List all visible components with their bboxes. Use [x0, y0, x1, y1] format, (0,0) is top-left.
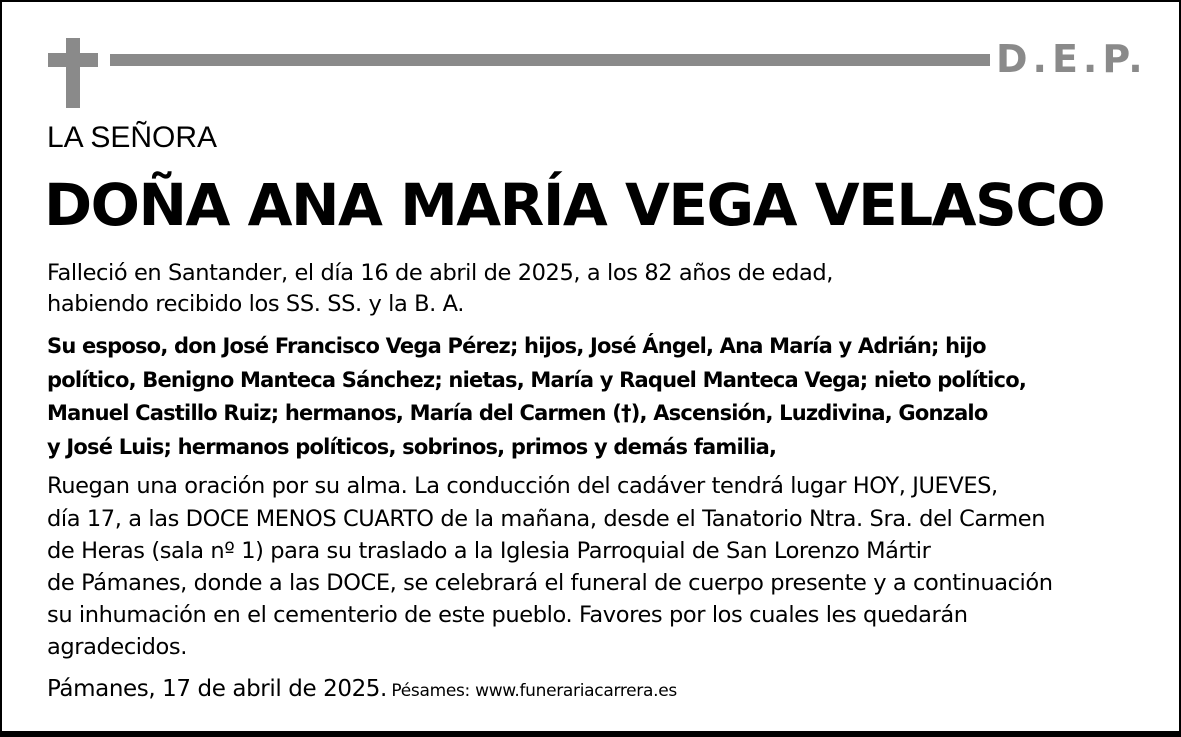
header-rule: [110, 54, 990, 66]
bottom-rule: [0, 731, 1181, 737]
family-line: y José Luis; hermanos políticos, sobrinos, primos y demás familia,: [47, 435, 777, 459]
ceremony-line: de Pámanes, donde a las DOCE, se celebrará el funeral de cuerpo presente y a continuación: [47, 570, 1053, 596]
closing: [47, 672, 677, 709]
ceremony-line: Ruegan una oración por su alma. La conducción del cadáver tendrá lugar HOY, JUEVES,: [47, 473, 998, 499]
family-line: político, Benigno Manteca Sánchez; nietas, María y Raquel Manteca Vega; nieto político,: [47, 368, 1026, 392]
ceremony-line: de Heras (sala nº 1) para su traslado a la Iglesia Parroquial de San Lorenzo Mártir: [47, 538, 931, 564]
honorific: LA SEÑORA: [47, 121, 218, 154]
death-notice-line: Falleció en Santander, el día 16 de abril de 2025, a los 82 años de edad,: [47, 260, 834, 286]
dep-label: D.E.P.: [996, 37, 1148, 81]
ceremony-line: agradecidos.: [47, 634, 187, 660]
death-notice-line: habiendo recibido los SS. SS. y la B. A.: [47, 291, 465, 317]
ceremony-line: su inhumación en el cementerio de este pueblo. Favores por los cuales les quedarán: [47, 602, 968, 628]
condolences-link[interactable]: Pésames: www.funerariacarrera.es: [391, 681, 677, 701]
family-line: Su esposo, don José Francisco Vega Pérez; hijos, José Ángel, Ana María y Adrián; hijo: [47, 334, 986, 358]
ceremony-line: día 17, a las DOCE MENOS CUARTO de la mañana, desde el Tanatorio Ntra. Sra. del Carmen: [47, 506, 1046, 532]
place-date: Pámanes, 17 de abril de 2025.: [47, 676, 387, 702]
family-line: Manuel Castillo Ruiz; hermanos, María del Carmen (†), Ascensión, Luzdivina, Gonzalo: [47, 401, 988, 425]
deceased-name: DOÑA ANA MARÍA VEGA VELASCO: [44, 171, 1105, 239]
